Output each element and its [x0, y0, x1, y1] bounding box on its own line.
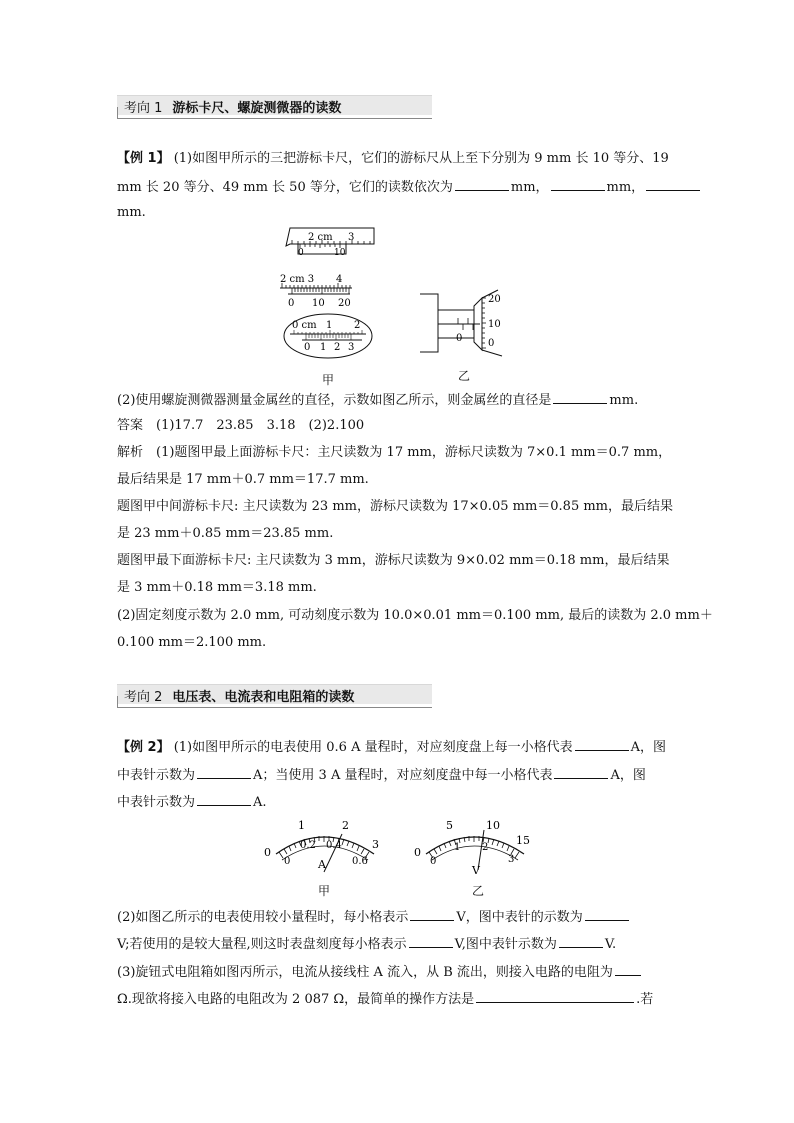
- voltmeter-inner-label: 1: [454, 842, 461, 853]
- micrometer-thimble-label: 0: [488, 338, 495, 349]
- caliper-mid-vernier-label: 10: [312, 298, 325, 309]
- ammeter-inner-label: 0: [284, 856, 291, 867]
- figure-caption-jia: 甲: [322, 373, 335, 387]
- ammeter-figure: [262, 816, 386, 880]
- ammeter-outer-label: 0: [264, 846, 271, 859]
- voltmeter-figure: [412, 816, 536, 880]
- voltmeter-outer-label: 15: [516, 834, 530, 847]
- voltmeter-inner-label: 2: [482, 842, 489, 853]
- caliper-mid-vernier-label: 20: [338, 298, 351, 309]
- ammeter-inner-label: 0.2: [300, 840, 316, 851]
- ex2-line4: (2)如图乙所示的电表使用较小量程时，每小格表示 V，图中表针的示数为: [117, 908, 631, 926]
- caliper-bot-vernier-label: 1: [320, 342, 327, 353]
- ex1-line2: mm 长 20 等分、49 mm 长 50 等分，它们的读数依次为 mm， mm，: [117, 178, 702, 196]
- caliper-mid-vernier-label: 0: [288, 298, 295, 309]
- figure-caption-yi: 乙: [472, 884, 485, 898]
- section-title: 电压表、电流表和电阻箱的读数: [172, 690, 355, 705]
- analysis-line: (2)固定刻度示数为 2.0 mm, 可动刻度示数为 10.0×0.01 mm＝0.100 mm, 最后的读数为 2.0 mm＋: [117, 608, 713, 623]
- caliper-bot-main-label: 0 cm: [292, 320, 317, 331]
- answer-blank[interactable]: [410, 908, 454, 921]
- section-header-1: [117, 95, 432, 119]
- caliper-bot-vernier-label: 0: [304, 342, 311, 353]
- ex2-line2: 中表针示数为 A；当使用 3 A 量程时，对应刻度盘中每一小格代表 A，图: [117, 768, 646, 783]
- micrometer-sleeve-label: 0: [456, 333, 463, 344]
- answer-blank[interactable]: [455, 178, 509, 191]
- vernier-caliper-figure: [276, 224, 386, 372]
- answer-blank[interactable]: [197, 766, 251, 779]
- micrometer-figure: [416, 286, 512, 362]
- ammeter-outer-label: 2: [342, 819, 349, 832]
- ammeter-outer-label: 1: [298, 819, 305, 832]
- caliper-mid-main-label: 4: [336, 274, 343, 285]
- micrometer-thimble-label: 20: [488, 294, 501, 305]
- ex1-line1: 【例 1】 (1)如图甲所示的三把游标卡尺，它们的游标尺从上至下分别为 9 mm 长 10 等分、19: [117, 151, 669, 166]
- analysis-line: 解析 (1)题图甲最上面游标卡尺：主尺读数为 17 mm，游标尺读数为 7×0.1 mm＝0.7 mm，: [117, 445, 672, 460]
- caliper-top-main-label: 3: [348, 232, 355, 243]
- ex2-line5: V;若使用的是较大量程,则这时表盘刻度每小格表示 V,图中表针示数为 V.: [117, 937, 617, 952]
- ammeter-unit-label: A: [318, 858, 326, 871]
- voltmeter-outer-label: 5: [446, 819, 453, 832]
- example-tag: 【例 1】: [117, 151, 170, 166]
- answer-blank[interactable]: [553, 391, 607, 404]
- voltmeter-unit-label: V: [472, 864, 480, 877]
- analysis-line: 是 23 mm＋0.85 mm＝23.85 mm.: [117, 526, 334, 541]
- caliper-top-vernier-label: 0: [298, 248, 304, 258]
- answer-blank[interactable]: [585, 908, 629, 921]
- answer-blank[interactable]: [615, 963, 641, 976]
- voltmeter-outer-label: 0: [414, 846, 421, 859]
- analysis-line: 是 3 mm＋0.18 mm＝3.18 mm.: [117, 580, 317, 595]
- caliper-top-vernier-label: 10: [334, 248, 346, 258]
- figure-caption-jia: 甲: [318, 884, 331, 898]
- ammeter-inner-label: 0.4: [326, 840, 342, 851]
- analysis-line: 0.100 mm＝2.100 mm.: [117, 635, 267, 650]
- analysis-line: 最后结果是 17 mm＋0.7 mm＝17.7 mm.: [117, 472, 369, 487]
- voltmeter-inner-label: 0: [430, 856, 437, 867]
- answer-blank[interactable]: [551, 178, 605, 191]
- ammeter-ticks: [279, 836, 369, 858]
- answer-blank[interactable]: [197, 793, 251, 806]
- ammeter-outer-label: 3: [372, 838, 379, 851]
- caliper-bot-main-label: 2: [354, 320, 361, 331]
- caliper-bot-vernier-label: 3: [348, 342, 355, 353]
- ex1-q2: (2)使用螺旋测微器测量金属丝的直径，示数如图乙所示，则金属丝的直径是 mm.: [117, 393, 639, 408]
- voltmeter-outer-label: 10: [486, 819, 500, 832]
- example-tag: 【例 2】: [117, 740, 170, 755]
- ex2-line7: Ω.现欲将接入电路的电阻改为 2 087 Ω，最简单的操作方法是 .若: [117, 992, 654, 1007]
- caliper-bot-main-label: 1: [326, 320, 333, 331]
- voltmeter-ticks: [429, 836, 519, 858]
- ex2-line1: 【例 2】 (1)如图甲所示的电表使用 0.6 A 量程时，对应刻度盘上每一小格代表 A，图: [117, 740, 666, 755]
- answer-blank[interactable]: [575, 738, 629, 751]
- caliper-mid-main-label: 2 cm 3: [280, 274, 315, 285]
- caliper-top-main-label: 2 cm: [308, 232, 333, 243]
- voltmeter-inner-label: 3: [508, 854, 515, 865]
- answer-blank[interactable]: [554, 766, 608, 779]
- ex1-answer: 答案 (1)17.7 23.85 3.18 (2)2.100: [117, 418, 365, 433]
- section-header-2: [117, 684, 432, 708]
- ammeter-inner-label: 0.6: [352, 856, 368, 867]
- figure-caption-yi: 乙: [458, 369, 471, 383]
- ex2-line6: (3)旋钮式电阻箱如图丙所示，电流从接线柱 A 流入，从 B 流出，则接入电路的电阻为: [117, 963, 643, 981]
- section-number: 考向 2: [124, 690, 163, 705]
- section-title: 游标卡尺、螺旋测微器的读数: [172, 101, 342, 116]
- micrometer-thimble-label: 10: [488, 319, 501, 330]
- section-number: 考向 1: [124, 101, 163, 116]
- ex1-line3: mm.: [117, 205, 146, 220]
- answer-blank[interactable]: [646, 178, 700, 191]
- analysis-line: 题图甲最下面游标卡尺: 主尺读数为 3 mm，游标尺读数为 9×0.02 mm＝0.18 mm，最后结果: [117, 553, 670, 568]
- answer-blank[interactable]: [559, 935, 603, 948]
- answer-blank[interactable]: [476, 990, 634, 1003]
- analysis-line: 题图甲中间游标卡尺: 主尺读数为 23 mm，游标尺读数为 17×0.05 mm＝0.85 mm，最后结果: [117, 499, 674, 514]
- ex2-line3: 中表针示数为 A.: [117, 795, 267, 810]
- answer-blank[interactable]: [409, 935, 453, 948]
- caliper-bot-vernier-label: 2: [334, 342, 341, 353]
